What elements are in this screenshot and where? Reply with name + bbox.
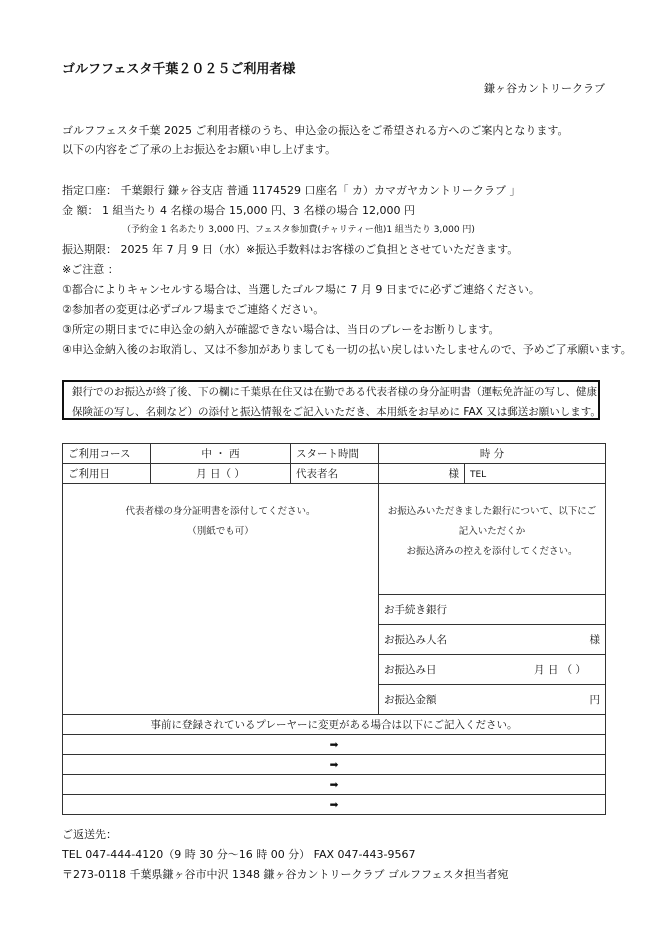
tel-label: TEL: [470, 469, 487, 480]
id-instruction-sub: （別紙でも可）: [187, 526, 254, 537]
start-time-label: スタート時間: [291, 444, 379, 464]
player-change-row-3[interactable]: ➡: [63, 775, 606, 795]
caution-3: ③所定の期日までに申込金の納入が確認できない場合は、当日のプレーをお断りします。: [62, 323, 500, 336]
payer-name-field[interactable]: [379, 625, 606, 655]
id-attachment-area[interactable]: [63, 484, 379, 715]
amount-note: （予約金 1 名あたり 3,000 円、フェスタ参加費(チャリティー他)1 組当たり 3,000 円): [122, 225, 475, 235]
player-change-row-4[interactable]: ➡: [63, 795, 606, 815]
payment-date-value: 月 日 （ ）: [533, 664, 586, 676]
application-form: [62, 443, 606, 815]
course-label: ご利用コース: [63, 444, 151, 464]
deadline-line: 振込期限： 2025 年 7 月 9 日（水）※振込手数料はお客様のご負担とさせていただきます。: [62, 243, 519, 256]
player-change-row-1[interactable]: ➡: [63, 735, 606, 755]
club-name: 鎌ヶ谷カントリークラブ: [484, 82, 605, 95]
caution-2: ②参加者の変更は必ずゴルフ場までご連絡ください。: [62, 303, 325, 316]
account-line: 指定口座： 千葉銀行 鎌ヶ谷支店 普通 1174529 口座名「 カ）カマガヤカントリークラブ 」: [62, 184, 521, 197]
payment-date-field[interactable]: [379, 655, 606, 685]
rep-name-field[interactable]: 様: [379, 464, 465, 484]
bank-instruction-1: お振込みいただきました銀行について、以下にご記入いただくか: [387, 506, 597, 537]
payer-name-label: お振込み人名: [384, 634, 447, 646]
notice-box: [62, 380, 600, 420]
intro-line-1: ゴルフフェスタ千葉 2025 ご利用者様のうち、申込金の振込をご希望される方へのご案内となります。: [62, 124, 569, 137]
caution-1: ①都合によりキャンセルする場合は、当選したゴルフ場に 7 月 9 日までに必ずご連絡ください。: [62, 283, 540, 296]
bank-instruction-2: お振込済みの控えを添付してください。: [406, 546, 578, 557]
page-title: ゴルフフェスタ千葉２０２５ご利用者様: [62, 62, 296, 77]
return-label: ご返送先：: [62, 828, 117, 841]
caution-4: ④申込金納入後のお取消し、又は不参加がありましても一切の払い戻しはいたしませんので、予めご了承願います。: [62, 343, 632, 356]
bank-name-label: お手続き銀行: [384, 604, 447, 616]
payment-amount-field[interactable]: [379, 685, 606, 715]
payer-name-suffix: 様: [589, 634, 600, 646]
contact-line: TEL 047-444-4120（9 時 30 分～16 時 00 分） FAX 047-443-9567: [62, 848, 416, 861]
date-label: ご利用日: [63, 464, 151, 484]
bank-name-field[interactable]: [379, 595, 606, 625]
date-field[interactable]: 月 日（ ）: [151, 464, 291, 484]
address-line: 〒273-0118 千葉県鎌ヶ谷市中沢 1348 鎌ヶ谷カントリークラブ ゴルフフェスタ担当者宛: [62, 868, 509, 881]
payment-amount-label: お振込金額: [384, 694, 437, 706]
id-instruction: 代表者様の身分証明書を添付してください。: [125, 506, 316, 517]
bank-attachment-area[interactable]: [379, 484, 606, 595]
player-change-row-2[interactable]: ➡: [63, 755, 606, 775]
payment-amount-suffix: 円: [589, 694, 600, 706]
notice-line-2: 保険証の写し、名刺など）の添付と振込情報をご記入いただき、本用紙をお早めに FAX 又は郵送お願いします。: [72, 406, 601, 418]
amount-line: 金 額： 1 組当たり 4 名様の場合 15,000 円、3 名様の場合 12,000 円: [62, 204, 415, 217]
notice-line-1: 銀行でのお振込が終了後、下の欄に千葉県在住又は在勤である代表者様の身分証明書（運転免許証の写し、健康: [72, 386, 597, 398]
tel-field[interactable]: [465, 464, 606, 484]
rep-name-label: 代表者名: [291, 464, 379, 484]
caution-header: ※ご注意 ：: [62, 263, 119, 276]
payment-date-label: お振込み日: [384, 664, 437, 676]
course-field[interactable]: 中 ・ 西: [151, 444, 291, 464]
intro-line-2: 以下の内容をご了承の上お振込をお願い申し上げます。: [62, 143, 337, 156]
player-change-instruction: 事前に登録されているプレーヤーに変更がある場合は以下にご記入ください。: [63, 715, 606, 735]
start-time-field[interactable]: 時 分: [379, 444, 606, 464]
